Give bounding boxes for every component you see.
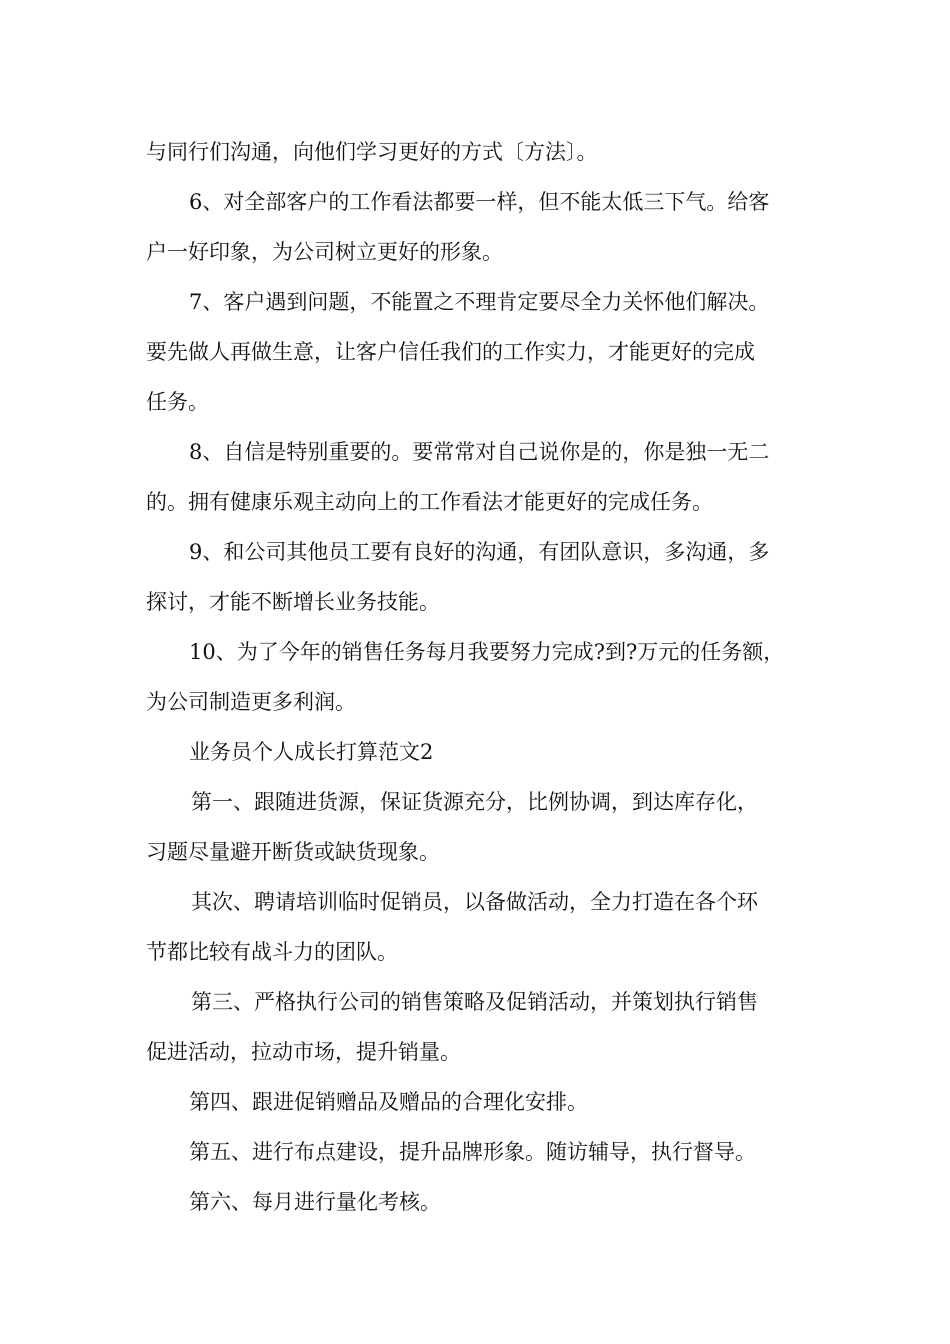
text-line: 任务。 [146,390,209,414]
text-line: 6、对全部客户的工作看法都要一样，但不能太低三下气。给客 [189,190,770,214]
text-line: 促进活动，拉动市场，提升销量。 [146,1040,461,1064]
section-heading: 业务员个人成长打算范文2 [189,740,434,764]
text-line: 习题尽量避开断货或缺货现象。 [146,840,440,864]
text-line: 第六、每月进行量化考核。 [189,1190,441,1214]
text-line: 户一好印象，为公司树立更好的形象。 [146,240,503,264]
text-line: 第五、进行布点建设，提升品牌形象。随访辅导，执行督导。 [189,1140,756,1164]
text-line: 节都比较有战斗力的团队。 [146,940,398,964]
text-line: 第一、跟随进货源，保证货源充分，比例协调，到达库存化， [191,790,758,814]
text-line: 要先做人再做生意，让客户信任我们的工作实力，才能更好的完成 [146,340,755,364]
text-line: 其次、聘请培训临时促销员，以备做活动，全力打造在各个环 [191,890,758,914]
text-line: 的。拥有健康乐观主动向上的工作看法才能更好的完成任务。 [146,490,713,514]
text-line: 第三、严格执行公司的销售策略及促销活动，并策划执行销售 [191,990,758,1014]
text-line: 为公司制造更多利润。 [146,690,356,714]
text-line: 探讨，才能不断增长业务技能。 [146,590,440,614]
text-line: 10、为了今年的销售任务每月我要努力完成?到?万元的任务额， [189,640,785,664]
text-line: 7、客户遇到问题，不能置之不理肯定要尽全力关怀他们解决。 [189,290,770,314]
text-line: 9、和公司其他员工要有良好的沟通，有团队意识，多沟通，多 [189,540,770,564]
text-line: 与同行们沟通，向他们学习更好的方式〔方法〕。 [146,140,598,164]
text-line: 8、自信是特别重要的。要常常对自己说你是的，你是独一无二 [189,440,770,464]
text-line: 第四、跟进促销赠品及赠品的合理化安排。 [189,1090,588,1114]
